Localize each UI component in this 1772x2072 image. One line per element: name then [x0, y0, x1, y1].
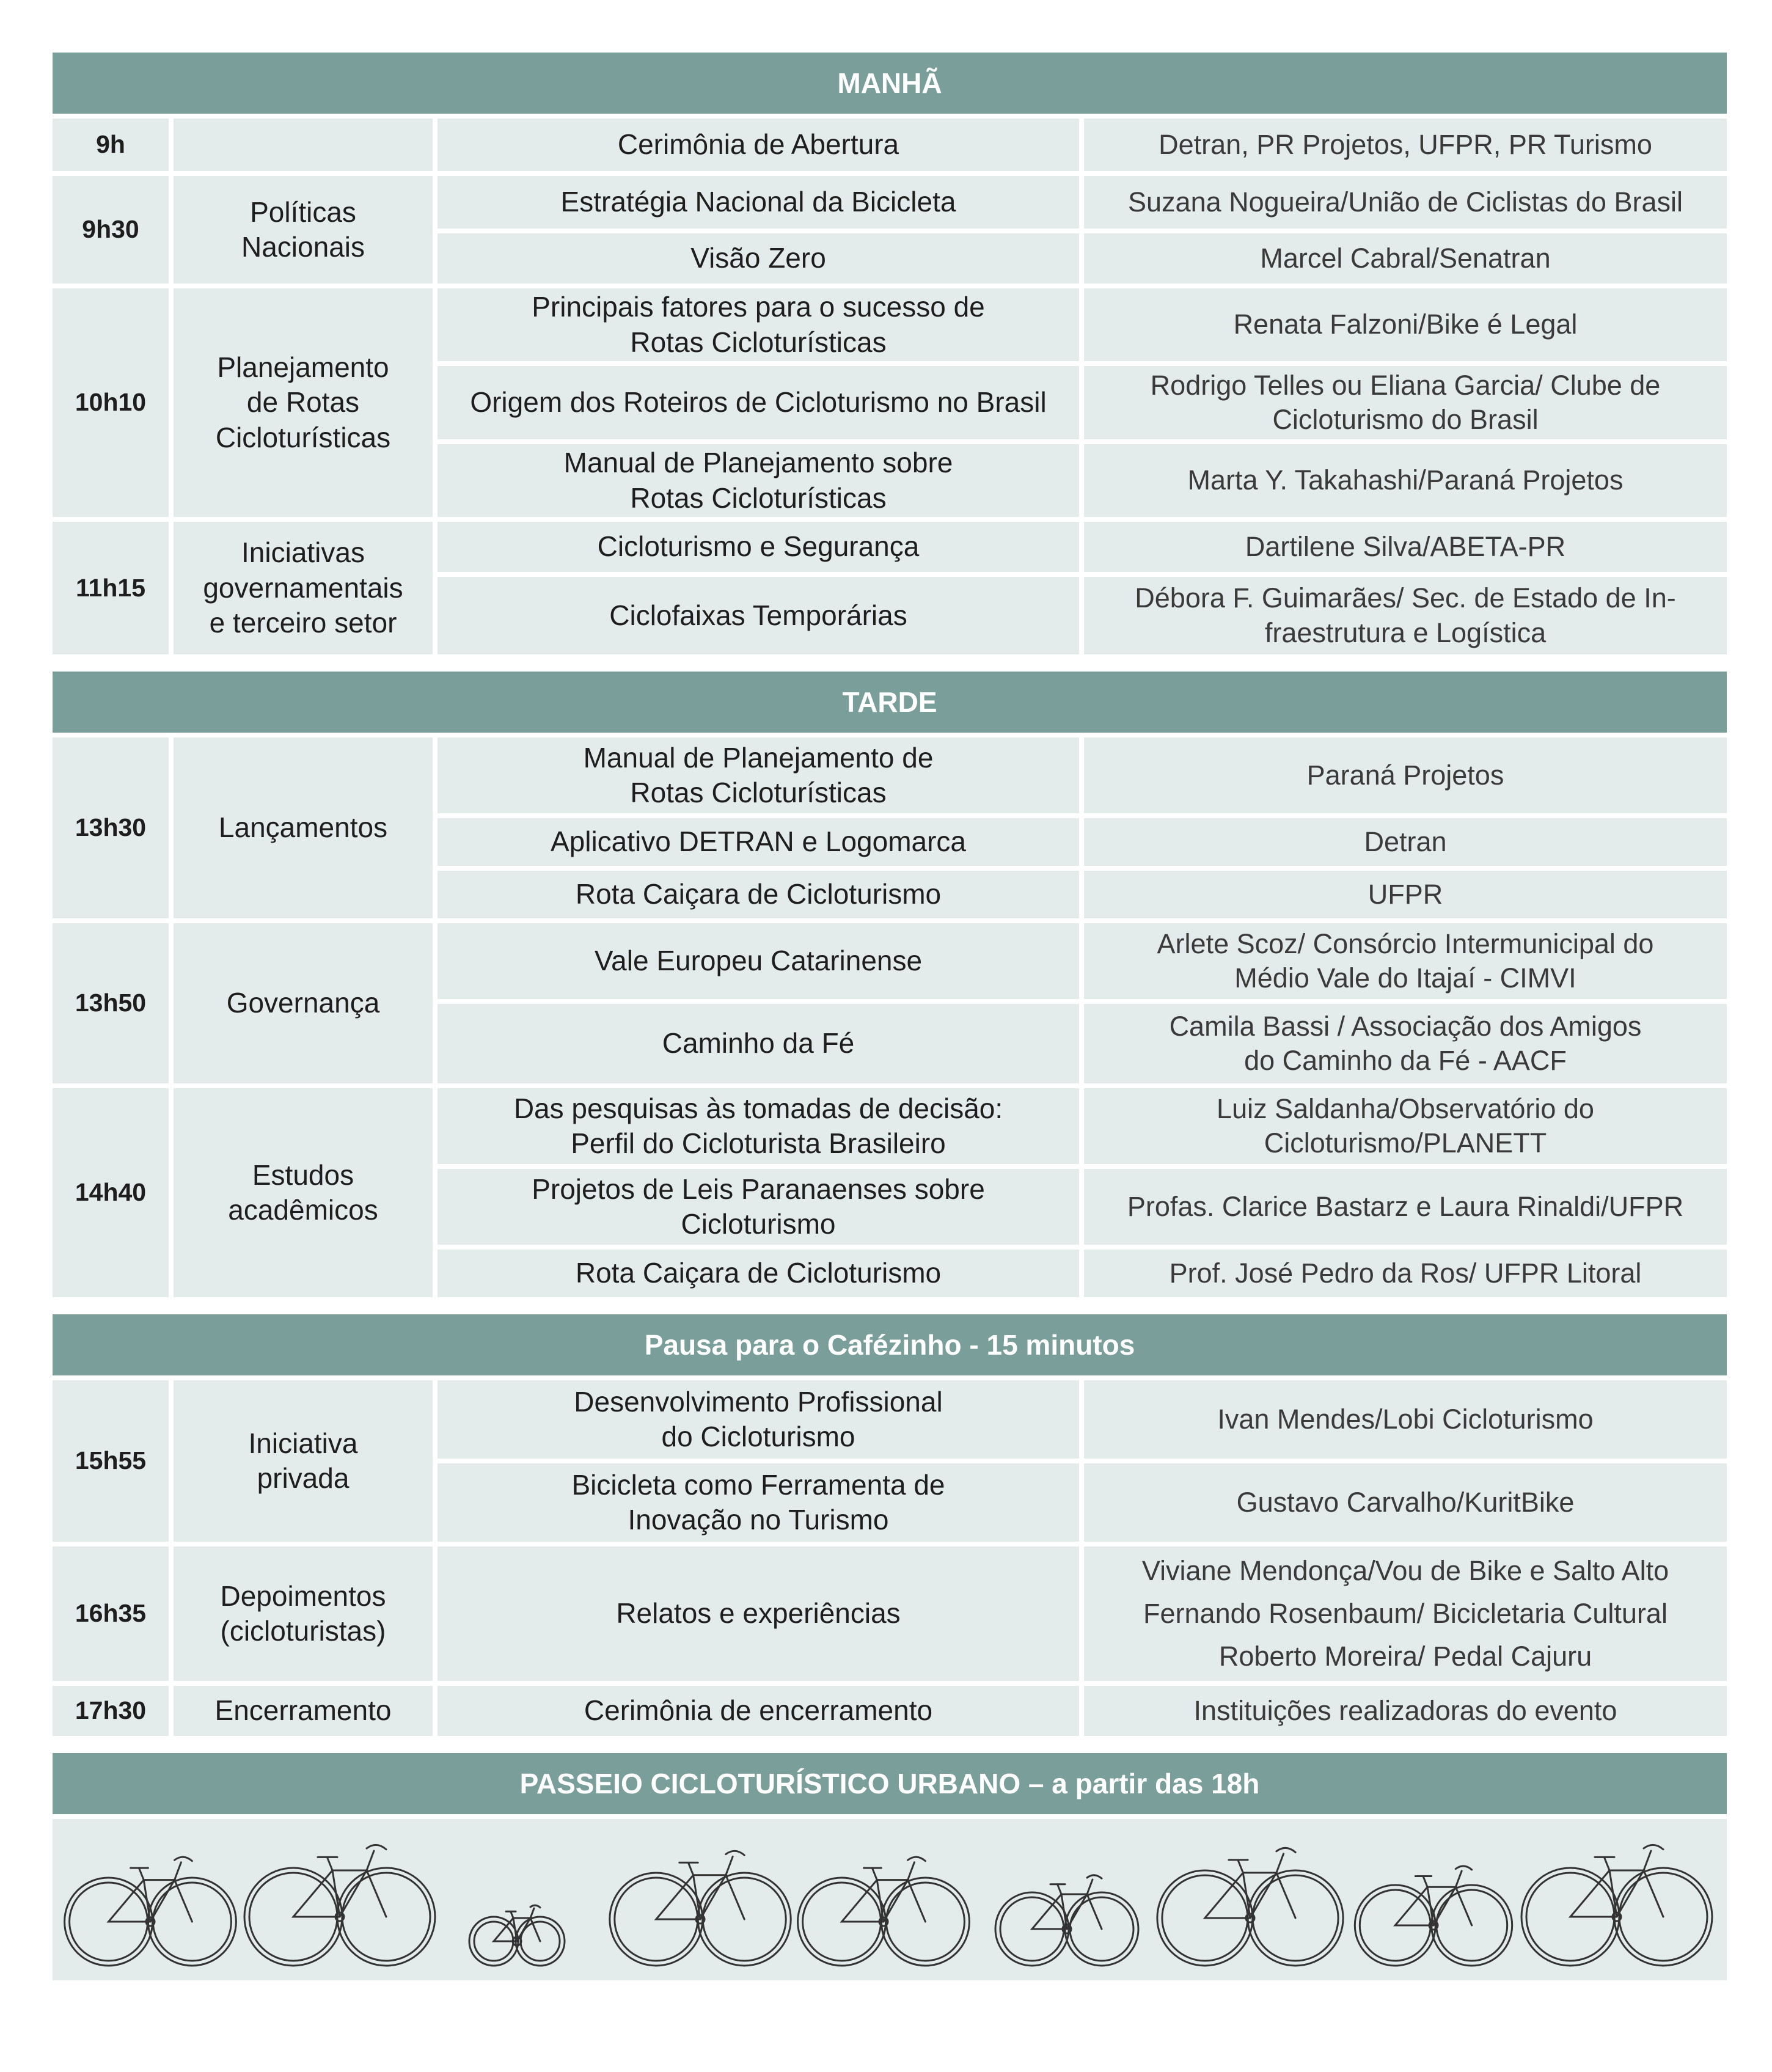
talk-cell: Relatos e experiências — [438, 1547, 1079, 1681]
talk-cell: Origem dos Roteiros de Cicloturismo no Brasil — [438, 366, 1079, 439]
speaker-cell: Rodrigo Telles ou Eliana Garcia/ Clube de Cicloturismo do Brasil — [1084, 366, 1727, 439]
talk-cell: Desenvolvimento Profissional do Cicloturismo — [438, 1380, 1079, 1459]
bicycle-illustration — [53, 1819, 1727, 1980]
speaker-cell: Renata Falzoni/Bike é Legal — [1084, 288, 1727, 361]
talk-cell: Vale Europeu Catarinense — [438, 923, 1079, 999]
topic-cell: Depoimentos (cicloturistas) — [174, 1547, 433, 1681]
speaker-cell: Arlete Scoz/ Consórcio Intermunicipal do Médio Vale do Itajaí - CIMVI — [1084, 923, 1727, 999]
talk-cell: Bicicleta como Ferramenta de Inovação no Turismo — [438, 1463, 1079, 1542]
talk-cell: Visão Zero — [438, 233, 1079, 284]
topic-cell — [174, 119, 433, 171]
speaker-cell: Instituições realizadoras do evento — [1084, 1686, 1727, 1736]
section-header-tarde: TARDE — [53, 672, 1727, 733]
speaker-cell: Gustavo Carvalho/KuritBike — [1084, 1463, 1727, 1542]
bicycles-row — [53, 1819, 1727, 1980]
speaker-cell: UFPR — [1084, 871, 1727, 918]
section-header-pausa: Pausa para o Cafézinho - 15 minutos — [53, 1314, 1727, 1375]
talk-cell: Rota Caiçara de Cicloturismo — [438, 871, 1079, 918]
time-cell: 10h10 — [53, 288, 169, 517]
speaker-cell: Viviane Mendonça/Vou de Bike e Salto Alto Fernando Rosenbaum/ Bicicletaria Cultural Roberto Moreira/ Pedal Cajuru — [1084, 1547, 1727, 1681]
schedule — [53, 53, 1727, 1980]
bicycle-icon — [1157, 1848, 1343, 1966]
topic-cell: Governança — [174, 923, 433, 1083]
section-header-passeio: PASSEIO CICLOTURÍSTICO URBANO – a partir das 18h — [53, 1753, 1727, 1814]
speaker-cell: Prof. José Pedro da Ros/ UFPR Litoral — [1084, 1250, 1727, 1297]
topic-cell: Planejamento de Rotas Cicloturísticas — [174, 288, 433, 517]
talk-cell: Cerimônia de Abertura — [438, 119, 1079, 171]
bicycle-icon — [1355, 1866, 1512, 1966]
speaker-cell: Marcel Cabral/Senatran — [1084, 233, 1727, 284]
time-cell: 9h — [53, 119, 169, 171]
bicycle-icon — [1521, 1845, 1712, 1966]
bicycle-icon — [798, 1857, 970, 1966]
talk-cell: Projetos de Leis Paranaenses sobre Cicloturismo — [438, 1169, 1079, 1245]
speaker-cell: Luiz Saldanha/Observatório do Cicloturismo/PLANETT — [1084, 1088, 1727, 1164]
schedule-grid-manha — [53, 119, 1727, 654]
topic-cell: Iniciativa privada — [174, 1380, 433, 1542]
bicycle-icon — [469, 1905, 565, 1966]
time-cell: 9h30 — [53, 176, 169, 284]
talk-cell: Caminho da Fé — [438, 1004, 1079, 1083]
topic-cell: Políticas Nacionais — [174, 176, 433, 284]
time-cell: 17h30 — [53, 1686, 169, 1736]
speaker-cell: Detran — [1084, 818, 1727, 866]
bicycle-icon — [65, 1857, 236, 1966]
speaker-cell: Paraná Projetos — [1084, 738, 1727, 813]
topic-cell: Encerramento — [174, 1686, 433, 1736]
bicycle-icon — [995, 1875, 1138, 1966]
speaker-cell: Ivan Mendes/Lobi Cicloturismo — [1084, 1380, 1727, 1459]
time-cell: 15h55 — [53, 1380, 169, 1542]
time-cell: 13h30 — [53, 738, 169, 918]
speaker-cell: Dartilene Silva/ABETA-PR — [1084, 522, 1727, 572]
talk-cell: Principais fatores para o sucesso de Rotas Cicloturísticas — [438, 288, 1079, 361]
speaker-cell: Profas. Clarice Bastarz e Laura Rinaldi/UFPR — [1084, 1169, 1727, 1245]
speaker-cell: Suzana Nogueira/União de Ciclistas do Brasil — [1084, 176, 1727, 229]
speaker-cell: Débora F. Guimarães/ Sec. de Estado de In- fraestrutura e Logística — [1084, 577, 1727, 654]
time-cell: 11h15 — [53, 522, 169, 654]
talk-cell: Estratégia Nacional da Bicicleta — [438, 176, 1079, 229]
time-cell: 16h35 — [53, 1547, 169, 1681]
talk-cell: Manual de Planejamento sobre Rotas Cicloturísticas — [438, 444, 1079, 517]
schedule-grid-pausa — [53, 1380, 1727, 1736]
speaker-cell: Detran, PR Projetos, UFPR, PR Turismo — [1084, 119, 1727, 171]
topic-cell: Lançamentos — [174, 738, 433, 918]
talk-cell: Das pesquisas às tomadas de decisão: Perfil do Cicloturista Brasileiro — [438, 1088, 1079, 1164]
talk-cell: Manual de Planejamento de Rotas Cicloturísticas — [438, 738, 1079, 813]
time-cell: 14h40 — [53, 1088, 169, 1297]
talk-cell: Cicloturismo e Segurança — [438, 522, 1079, 572]
talk-cell: Rota Caiçara de Cicloturismo — [438, 1250, 1079, 1297]
topic-cell: Estudos acadêmicos — [174, 1088, 433, 1297]
schedule-grid-tarde — [53, 738, 1727, 1297]
bicycle-icon — [244, 1845, 435, 1966]
talk-cell: Cerimônia de encerramento — [438, 1686, 1079, 1736]
speaker-cell: Camila Bassi / Associação dos Amigos do Caminho da Fé - AACF — [1084, 1004, 1727, 1083]
talk-cell: Ciclofaixas Temporárias — [438, 577, 1079, 654]
section-header-manha: MANHÃ — [53, 53, 1727, 114]
time-cell: 13h50 — [53, 923, 169, 1083]
topic-cell: Iniciativas governamentais e terceiro setor — [174, 522, 433, 654]
speaker-cell: Marta Y. Takahashi/Paraná Projetos — [1084, 444, 1727, 517]
talk-cell: Aplicativo DETRAN e Logomarca — [438, 818, 1079, 866]
bicycle-icon — [610, 1851, 791, 1966]
